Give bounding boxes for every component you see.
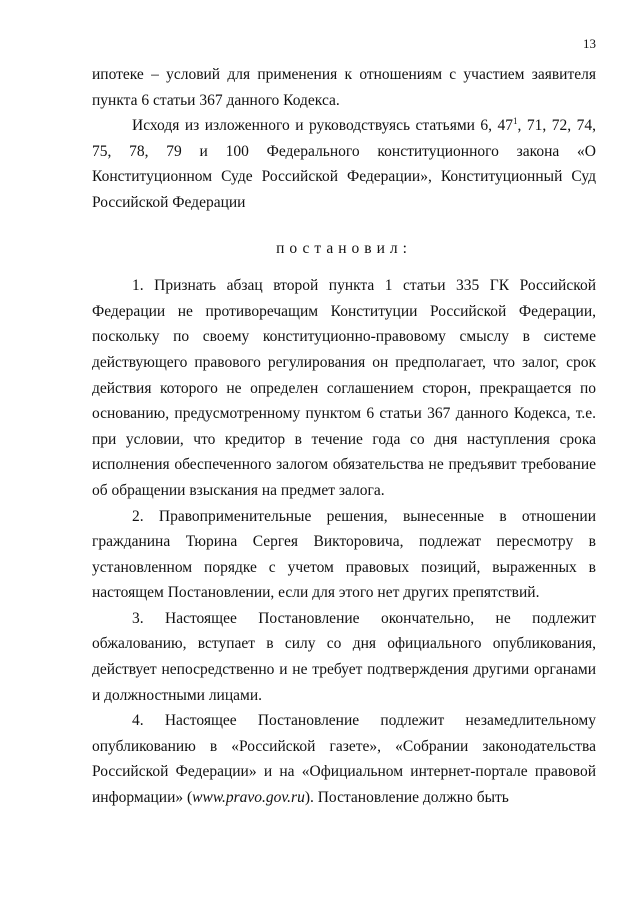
page-number: 13 — [583, 36, 596, 51]
decree-item-3: 3. Настоящее Постановление окончательно, не подлежит обжалованию, вступает в силу со дня официального опубликования, действует непосредственно и не требует подтверждения другими органами и должностными лицами. — [92, 609, 596, 704]
paragraph-preamble — [92, 113, 596, 215]
preamble-text-start: Исходя из изложенного и руководствуясь статьями 6, 47 — [132, 117, 514, 135]
decree-item-1: 1. Признать абзац второй пункта 1 статьи 335 ГК Российской Федерации не противоречащим Конституции Российской Федерации, поскольку по своему конституционно-правовому смыслу в системе действующего правового регулирования он предполагает, что залог, срок действия которого не определен соглашением сторон, прекращается по основанию, предусмотренному пунктом 6 статьи 367 данного Кодекса, т.е. при условии, что кредитор в течение года со дня наступления срока исполнения обеспеченного залогом обязательства не предъявит требование об обращении взыскания на предмет залога. — [92, 277, 596, 499]
decree-item-2: 2. Правоприменительные решения, вынесенные в отношении гражданина Тюрина Сергея Викторовича, подлежат пересмотру в установленном порядке с учетом правовых позиций, выраженных в настоящем Постановлении, если для этого нет других препятствий. — [92, 507, 596, 602]
portal-url[interactable]: www.pravo.gov.ru — [192, 789, 305, 807]
preamble-text-end: , 71, 72, 74, 75, 78, 79 и 100 Федерального конституционного закона «О Конституционном Суде Российской Федерации», Конституционный Суд Российской Федерации — [92, 117, 597, 211]
item-4-text-start: 4. Настоящее Постановление подлежит незамедлительному опубликованию в «Российской газете», «Собрании законодательства Российской Федерации» и на «Официальном интернет-портале правовой информации» ( — [92, 712, 596, 807]
decree-item-4 — [92, 708, 596, 810]
article-superscript: 1 — [513, 116, 518, 127]
decree-heading: постановил: — [276, 239, 412, 257]
paragraph-continuation: ипотеке – условий для применения к отношениям с участием заявителя пункта 6 статьи 367 данного Кодекса. — [92, 66, 596, 109]
document-body — [92, 62, 596, 811]
item-4-text-end: ). Постановление должно быть — [304, 789, 509, 807]
